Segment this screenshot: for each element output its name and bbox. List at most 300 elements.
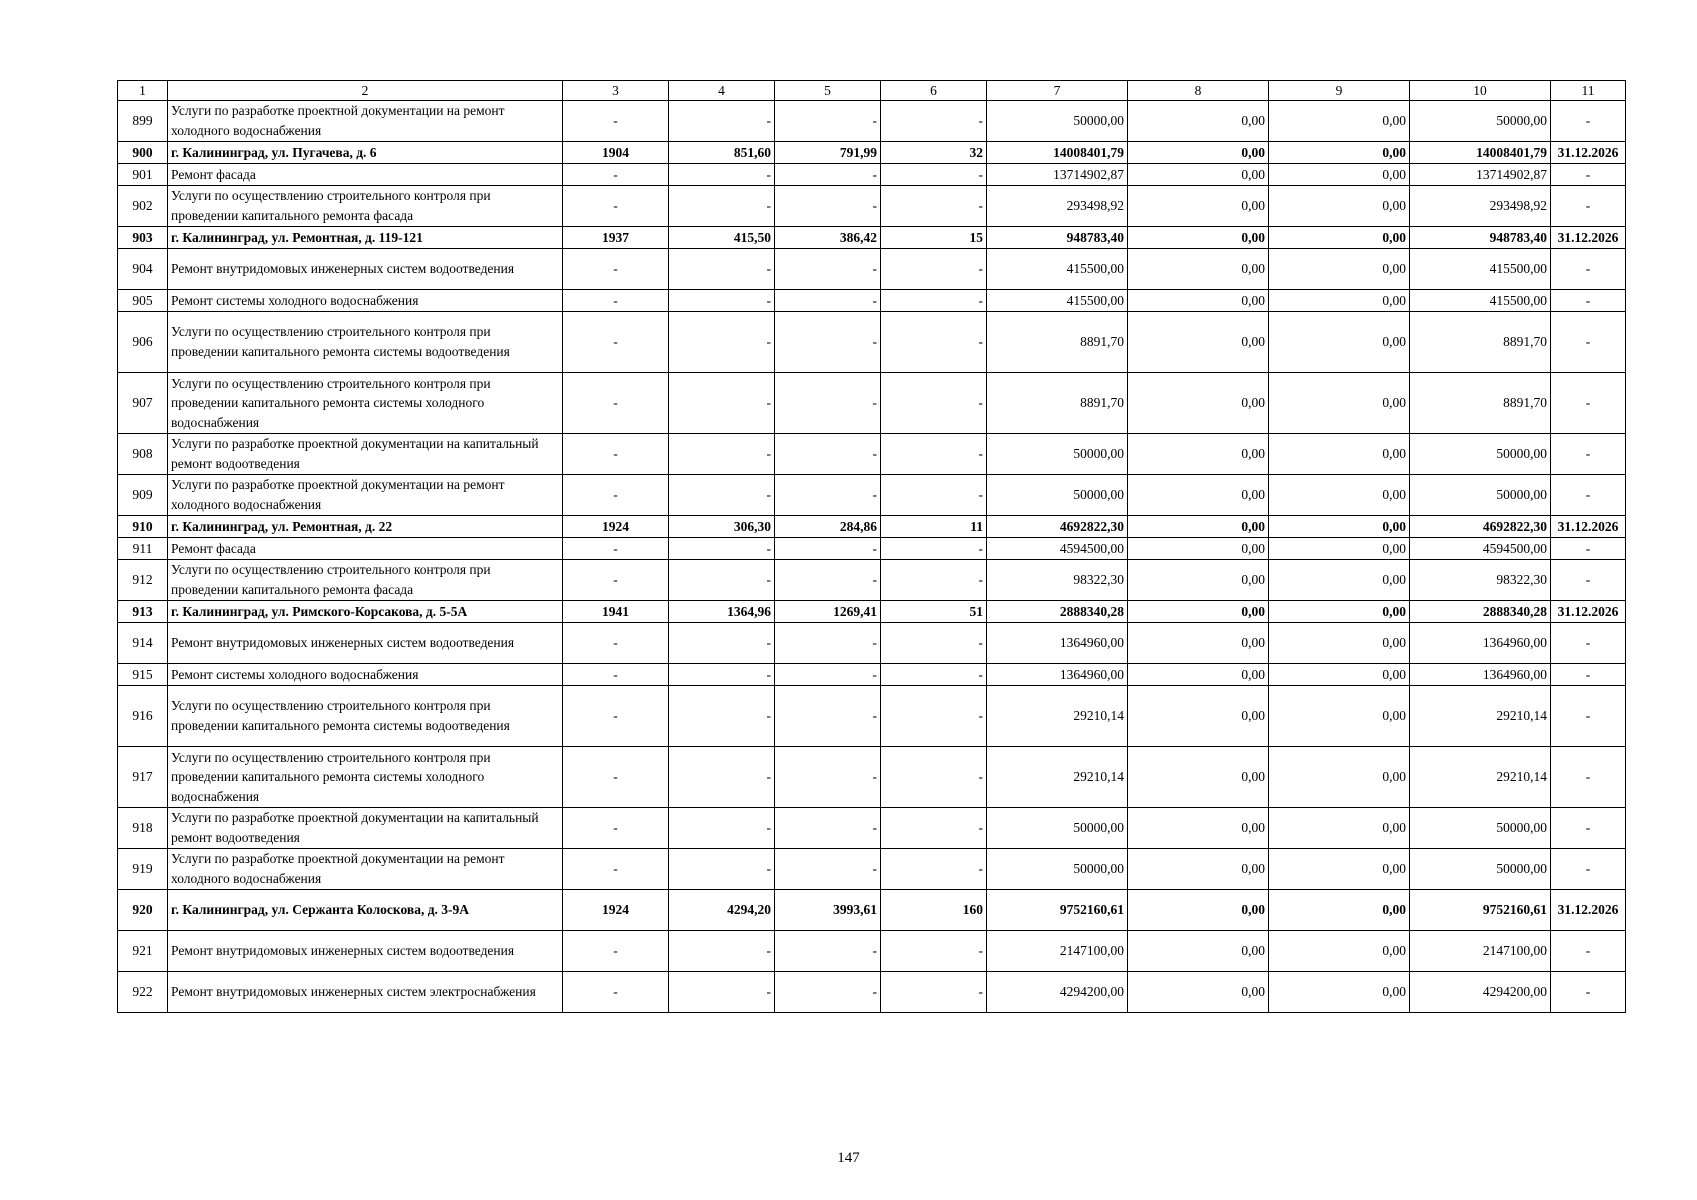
work-item-row xyxy=(118,373,1626,434)
column-number-header: 7 xyxy=(987,81,1128,101)
total-area-cell: - xyxy=(669,972,775,1013)
total-cost-cell: 9752160,61 xyxy=(987,890,1128,931)
cost-col10-cell: 8891,70 xyxy=(1410,373,1551,434)
row-number-cell: 914 xyxy=(118,623,168,664)
cost-col8-cell: 0,00 xyxy=(1128,290,1269,312)
total-area-cell: - xyxy=(669,664,775,686)
cost-col8-cell: 0,00 xyxy=(1128,931,1269,972)
total-cost-cell: 4294200,00 xyxy=(987,972,1128,1013)
work-item-row xyxy=(118,290,1626,312)
description-cell: г. Калининград, ул. Римского-Корсакова, д. 5-5А xyxy=(168,601,563,623)
year-cell: - xyxy=(563,164,669,186)
residents-count-cell: - xyxy=(881,560,987,601)
cost-col9-cell: 0,00 xyxy=(1269,849,1410,890)
column-number-header: 4 xyxy=(669,81,775,101)
cost-col8-cell: 0,00 xyxy=(1128,312,1269,373)
cost-col8-cell: 0,00 xyxy=(1128,623,1269,664)
work-item-row xyxy=(118,475,1626,516)
residents-count-cell: - xyxy=(881,538,987,560)
description-cell: Услуги по осуществлению строительного контроля при проведении капитального ремонта системы холодного водоснабжения xyxy=(168,747,563,808)
residents-count-cell: - xyxy=(881,186,987,227)
cost-col9-cell: 0,00 xyxy=(1269,516,1410,538)
cost-col8-cell: 0,00 xyxy=(1128,560,1269,601)
work-item-row xyxy=(118,623,1626,664)
address-row xyxy=(118,142,1626,164)
completion-date-cell: - xyxy=(1551,434,1626,475)
total-area-cell: - xyxy=(669,560,775,601)
year-cell: - xyxy=(563,849,669,890)
total-cost-cell: 2147100,00 xyxy=(987,931,1128,972)
total-area-cell: - xyxy=(669,101,775,142)
total-area-cell: - xyxy=(669,538,775,560)
residents-count-cell: - xyxy=(881,664,987,686)
residents-count-cell: - xyxy=(881,747,987,808)
completion-date-cell: - xyxy=(1551,186,1626,227)
cost-col10-cell: 29210,14 xyxy=(1410,747,1551,808)
cost-col10-cell: 415500,00 xyxy=(1410,290,1551,312)
residents-count-cell: 11 xyxy=(881,516,987,538)
living-area-cell: - xyxy=(775,312,881,373)
completion-date-cell: - xyxy=(1551,290,1626,312)
living-area-cell: - xyxy=(775,186,881,227)
cost-col8-cell: 0,00 xyxy=(1128,538,1269,560)
total-cost-cell: 2888340,28 xyxy=(987,601,1128,623)
work-item-row xyxy=(118,686,1626,747)
cost-col8-cell: 0,00 xyxy=(1128,808,1269,849)
completion-date-cell: - xyxy=(1551,808,1626,849)
row-number-cell: 917 xyxy=(118,747,168,808)
living-area-cell: - xyxy=(775,164,881,186)
cost-col9-cell: 0,00 xyxy=(1269,434,1410,475)
year-cell: - xyxy=(563,664,669,686)
year-cell: - xyxy=(563,434,669,475)
completion-date-cell: - xyxy=(1551,101,1626,142)
work-item-row xyxy=(118,434,1626,475)
total-cost-cell: 8891,70 xyxy=(987,312,1128,373)
completion-date-cell: 31.12.2026 xyxy=(1551,516,1626,538)
year-cell: 1924 xyxy=(563,890,669,931)
cost-col10-cell: 98322,30 xyxy=(1410,560,1551,601)
living-area-cell: 1269,41 xyxy=(775,601,881,623)
residents-count-cell: - xyxy=(881,249,987,290)
cost-col10-cell: 1364960,00 xyxy=(1410,664,1551,686)
total-cost-cell: 50000,00 xyxy=(987,101,1128,142)
address-row xyxy=(118,227,1626,249)
cost-col10-cell: 9752160,61 xyxy=(1410,890,1551,931)
total-area-cell: - xyxy=(669,931,775,972)
cost-col10-cell: 50000,00 xyxy=(1410,101,1551,142)
cost-col8-cell: 0,00 xyxy=(1128,686,1269,747)
completion-date-cell: - xyxy=(1551,164,1626,186)
total-cost-cell: 4692822,30 xyxy=(987,516,1128,538)
description-cell: Услуги по осуществлению строительного контроля при проведении капитального ремонта системы водоотведения xyxy=(168,312,563,373)
living-area-cell: - xyxy=(775,931,881,972)
cost-col9-cell: 0,00 xyxy=(1269,164,1410,186)
year-cell: - xyxy=(563,623,669,664)
cost-col8-cell: 0,00 xyxy=(1128,747,1269,808)
completion-date-cell: - xyxy=(1551,560,1626,601)
description-cell: Ремонт фасада xyxy=(168,164,563,186)
cost-col10-cell: 13714902,87 xyxy=(1410,164,1551,186)
total-area-cell: 4294,20 xyxy=(669,890,775,931)
description-cell: Услуги по осуществлению строительного контроля при проведении капитального ремонта системы холодного водоснабжения xyxy=(168,373,563,434)
address-row xyxy=(118,601,1626,623)
description-cell: Услуги по осуществлению строительного контроля при проведении капитального ремонта фасада xyxy=(168,186,563,227)
total-cost-cell: 50000,00 xyxy=(987,475,1128,516)
description-cell: Ремонт системы холодного водоснабжения xyxy=(168,290,563,312)
total-area-cell: - xyxy=(669,808,775,849)
cost-col10-cell: 50000,00 xyxy=(1410,434,1551,475)
description-cell: Ремонт внутридомовых инженерных систем электроснабжения xyxy=(168,972,563,1013)
year-cell: - xyxy=(563,373,669,434)
year-cell: - xyxy=(563,290,669,312)
year-cell: - xyxy=(563,560,669,601)
total-area-cell: - xyxy=(669,186,775,227)
description-cell: Услуги по осуществлению строительного контроля при проведении капитального ремонта фасада xyxy=(168,560,563,601)
total-cost-cell: 4594500,00 xyxy=(987,538,1128,560)
document-page xyxy=(117,80,1625,1013)
column-number-header: 2 xyxy=(168,81,563,101)
cost-col9-cell: 0,00 xyxy=(1269,101,1410,142)
cost-col9-cell: 0,00 xyxy=(1269,601,1410,623)
cost-col10-cell: 2888340,28 xyxy=(1410,601,1551,623)
cost-col9-cell: 0,00 xyxy=(1269,290,1410,312)
description-cell: Услуги по осуществлению строительного контроля при проведении капитального ремонта системы водоотведения xyxy=(168,686,563,747)
living-area-cell: - xyxy=(775,747,881,808)
living-area-cell: - xyxy=(775,664,881,686)
completion-date-cell: - xyxy=(1551,373,1626,434)
cost-col9-cell: 0,00 xyxy=(1269,560,1410,601)
cost-col9-cell: 0,00 xyxy=(1269,186,1410,227)
row-number-cell: 920 xyxy=(118,890,168,931)
completion-date-cell: 31.12.2026 xyxy=(1551,227,1626,249)
total-cost-cell: 1364960,00 xyxy=(987,623,1128,664)
work-item-row xyxy=(118,164,1626,186)
row-number-cell: 908 xyxy=(118,434,168,475)
cost-col10-cell: 8891,70 xyxy=(1410,312,1551,373)
cost-col10-cell: 29210,14 xyxy=(1410,686,1551,747)
year-cell: - xyxy=(563,931,669,972)
living-area-cell: 284,86 xyxy=(775,516,881,538)
total-cost-cell: 50000,00 xyxy=(987,849,1128,890)
total-area-cell: - xyxy=(669,434,775,475)
cost-col9-cell: 0,00 xyxy=(1269,227,1410,249)
row-number-cell: 907 xyxy=(118,373,168,434)
year-cell: - xyxy=(563,475,669,516)
column-number-header: 8 xyxy=(1128,81,1269,101)
total-area-cell: - xyxy=(669,623,775,664)
total-cost-cell: 415500,00 xyxy=(987,290,1128,312)
living-area-cell: - xyxy=(775,290,881,312)
cost-col8-cell: 0,00 xyxy=(1128,601,1269,623)
work-item-row xyxy=(118,664,1626,686)
row-number-cell: 906 xyxy=(118,312,168,373)
cost-col8-cell: 0,00 xyxy=(1128,890,1269,931)
living-area-cell: 3993,61 xyxy=(775,890,881,931)
cost-col10-cell: 4594500,00 xyxy=(1410,538,1551,560)
residents-count-cell: - xyxy=(881,849,987,890)
cost-col9-cell: 0,00 xyxy=(1269,249,1410,290)
living-area-cell: - xyxy=(775,434,881,475)
total-cost-cell: 50000,00 xyxy=(987,434,1128,475)
residents-count-cell: 160 xyxy=(881,890,987,931)
description-cell: Ремонт фасада xyxy=(168,538,563,560)
total-area-cell: - xyxy=(669,373,775,434)
cost-col9-cell: 0,00 xyxy=(1269,972,1410,1013)
cost-col8-cell: 0,00 xyxy=(1128,849,1269,890)
year-cell: - xyxy=(563,808,669,849)
cost-col8-cell: 0,00 xyxy=(1128,249,1269,290)
living-area-cell: - xyxy=(775,249,881,290)
cost-col9-cell: 0,00 xyxy=(1269,686,1410,747)
residents-count-cell: - xyxy=(881,808,987,849)
year-cell: - xyxy=(563,101,669,142)
year-cell: - xyxy=(563,249,669,290)
cost-col8-cell: 0,00 xyxy=(1128,227,1269,249)
cost-col9-cell: 0,00 xyxy=(1269,747,1410,808)
description-cell: Ремонт внутридомовых инженерных систем водоотведения xyxy=(168,931,563,972)
total-area-cell: - xyxy=(669,164,775,186)
residents-count-cell: - xyxy=(881,373,987,434)
cost-col9-cell: 0,00 xyxy=(1269,890,1410,931)
completion-date-cell: - xyxy=(1551,664,1626,686)
year-cell: 1937 xyxy=(563,227,669,249)
total-cost-cell: 948783,40 xyxy=(987,227,1128,249)
residents-count-cell: - xyxy=(881,312,987,373)
row-number-cell: 901 xyxy=(118,164,168,186)
description-cell: г. Калининград, ул. Ремонтная, д. 119-121 xyxy=(168,227,563,249)
year-cell: 1904 xyxy=(563,142,669,164)
cost-col9-cell: 0,00 xyxy=(1269,623,1410,664)
column-number-header: 10 xyxy=(1410,81,1551,101)
work-item-row xyxy=(118,560,1626,601)
description-cell: Услуги по разработке проектной документации на капитальный ремонт водоотведения xyxy=(168,434,563,475)
completion-date-cell: - xyxy=(1551,931,1626,972)
cost-col10-cell: 293498,92 xyxy=(1410,186,1551,227)
cost-col10-cell: 50000,00 xyxy=(1410,808,1551,849)
completion-date-cell: 31.12.2026 xyxy=(1551,142,1626,164)
row-number-cell: 919 xyxy=(118,849,168,890)
row-number-cell: 899 xyxy=(118,101,168,142)
residents-count-cell: - xyxy=(881,475,987,516)
work-item-row xyxy=(118,538,1626,560)
total-area-cell: - xyxy=(669,849,775,890)
cost-col8-cell: 0,00 xyxy=(1128,434,1269,475)
description-cell: г. Калининград, ул. Пугачева, д. 6 xyxy=(168,142,563,164)
description-cell: г. Калининград, ул. Ремонтная, д. 22 xyxy=(168,516,563,538)
residents-count-cell: - xyxy=(881,623,987,664)
year-cell: - xyxy=(563,747,669,808)
completion-date-cell: - xyxy=(1551,538,1626,560)
table-body xyxy=(118,101,1626,1013)
cost-col10-cell: 14008401,79 xyxy=(1410,142,1551,164)
total-area-cell: - xyxy=(669,249,775,290)
completion-date-cell: - xyxy=(1551,475,1626,516)
column-number-header: 3 xyxy=(563,81,669,101)
capital-repair-table xyxy=(117,80,1626,1013)
residents-count-cell: - xyxy=(881,434,987,475)
row-number-cell: 902 xyxy=(118,186,168,227)
total-cost-cell: 14008401,79 xyxy=(987,142,1128,164)
cost-col9-cell: 0,00 xyxy=(1269,142,1410,164)
cost-col10-cell: 4692822,30 xyxy=(1410,516,1551,538)
page-number: 147 xyxy=(837,1150,860,1166)
living-area-cell: - xyxy=(775,560,881,601)
address-row xyxy=(118,890,1626,931)
description-cell: г. Калининград, ул. Сержанта Колоскова, д. 3-9А xyxy=(168,890,563,931)
living-area-cell: 791,99 xyxy=(775,142,881,164)
row-number-cell: 912 xyxy=(118,560,168,601)
living-area-cell: - xyxy=(775,686,881,747)
total-area-cell: - xyxy=(669,686,775,747)
total-area-cell: - xyxy=(669,475,775,516)
completion-date-cell: 31.12.2026 xyxy=(1551,890,1626,931)
total-cost-cell: 29210,14 xyxy=(987,747,1128,808)
cost-col8-cell: 0,00 xyxy=(1128,164,1269,186)
address-row xyxy=(118,516,1626,538)
column-number-header: 11 xyxy=(1551,81,1626,101)
cost-col9-cell: 0,00 xyxy=(1269,931,1410,972)
row-number-cell: 905 xyxy=(118,290,168,312)
total-area-cell: - xyxy=(669,312,775,373)
description-cell: Ремонт системы холодного водоснабжения xyxy=(168,664,563,686)
living-area-cell: - xyxy=(775,101,881,142)
cost-col10-cell: 50000,00 xyxy=(1410,475,1551,516)
cost-col8-cell: 0,00 xyxy=(1128,101,1269,142)
cost-col8-cell: 0,00 xyxy=(1128,972,1269,1013)
cost-col9-cell: 0,00 xyxy=(1269,373,1410,434)
living-area-cell: - xyxy=(775,972,881,1013)
residents-count-cell: - xyxy=(881,290,987,312)
living-area-cell: - xyxy=(775,849,881,890)
row-number-cell: 910 xyxy=(118,516,168,538)
total-area-cell: 415,50 xyxy=(669,227,775,249)
cost-col9-cell: 0,00 xyxy=(1269,475,1410,516)
cost-col8-cell: 0,00 xyxy=(1128,516,1269,538)
completion-date-cell: 31.12.2026 xyxy=(1551,601,1626,623)
completion-date-cell: - xyxy=(1551,623,1626,664)
total-cost-cell: 8891,70 xyxy=(987,373,1128,434)
row-number-cell: 904 xyxy=(118,249,168,290)
total-area-cell: - xyxy=(669,290,775,312)
work-item-row xyxy=(118,249,1626,290)
row-number-cell: 916 xyxy=(118,686,168,747)
work-item-row xyxy=(118,972,1626,1013)
cost-col8-cell: 0,00 xyxy=(1128,664,1269,686)
total-cost-cell: 29210,14 xyxy=(987,686,1128,747)
cost-col8-cell: 0,00 xyxy=(1128,186,1269,227)
residents-count-cell: 32 xyxy=(881,142,987,164)
work-item-row xyxy=(118,808,1626,849)
residents-count-cell: - xyxy=(881,101,987,142)
living-area-cell: - xyxy=(775,808,881,849)
work-item-row xyxy=(118,312,1626,373)
cost-col10-cell: 50000,00 xyxy=(1410,849,1551,890)
total-cost-cell: 13714902,87 xyxy=(987,164,1128,186)
row-number-cell: 900 xyxy=(118,142,168,164)
total-cost-cell: 415500,00 xyxy=(987,249,1128,290)
description-cell: Услуги по разработке проектной документации на ремонт холодного водоснабжения xyxy=(168,475,563,516)
total-cost-cell: 50000,00 xyxy=(987,808,1128,849)
cost-col10-cell: 948783,40 xyxy=(1410,227,1551,249)
year-cell: 1924 xyxy=(563,516,669,538)
cost-col8-cell: 0,00 xyxy=(1128,373,1269,434)
row-number-cell: 918 xyxy=(118,808,168,849)
year-cell: - xyxy=(563,972,669,1013)
description-cell: Услуги по разработке проектной документации на ремонт холодного водоснабжения xyxy=(168,849,563,890)
completion-date-cell: - xyxy=(1551,249,1626,290)
row-number-cell: 922 xyxy=(118,972,168,1013)
cost-col10-cell: 2147100,00 xyxy=(1410,931,1551,972)
cost-col10-cell: 1364960,00 xyxy=(1410,623,1551,664)
completion-date-cell: - xyxy=(1551,312,1626,373)
row-number-cell: 911 xyxy=(118,538,168,560)
residents-count-cell: - xyxy=(881,164,987,186)
total-cost-cell: 98322,30 xyxy=(987,560,1128,601)
work-item-row xyxy=(118,747,1626,808)
completion-date-cell: - xyxy=(1551,849,1626,890)
cost-col8-cell: 0,00 xyxy=(1128,142,1269,164)
year-cell: 1941 xyxy=(563,601,669,623)
cost-col10-cell: 415500,00 xyxy=(1410,249,1551,290)
completion-date-cell: - xyxy=(1551,972,1626,1013)
living-area-cell: 386,42 xyxy=(775,227,881,249)
completion-date-cell: - xyxy=(1551,747,1626,808)
residents-count-cell: 51 xyxy=(881,601,987,623)
total-area-cell: 306,30 xyxy=(669,516,775,538)
living-area-cell: - xyxy=(775,475,881,516)
row-number-cell: 909 xyxy=(118,475,168,516)
row-number-cell: 921 xyxy=(118,931,168,972)
year-cell: - xyxy=(563,686,669,747)
residents-count-cell: - xyxy=(881,931,987,972)
total-area-cell: 1364,96 xyxy=(669,601,775,623)
column-number-header: 5 xyxy=(775,81,881,101)
residents-count-cell: - xyxy=(881,686,987,747)
row-number-cell: 915 xyxy=(118,664,168,686)
cost-col9-cell: 0,00 xyxy=(1269,538,1410,560)
column-number-header: 6 xyxy=(881,81,987,101)
row-number-cell: 913 xyxy=(118,601,168,623)
column-number-header: 9 xyxy=(1269,81,1410,101)
living-area-cell: - xyxy=(775,623,881,664)
living-area-cell: - xyxy=(775,538,881,560)
work-item-row xyxy=(118,101,1626,142)
total-area-cell: 851,60 xyxy=(669,142,775,164)
total-cost-cell: 293498,92 xyxy=(987,186,1128,227)
description-cell: Ремонт внутридомовых инженерных систем водоотведения xyxy=(168,623,563,664)
total-cost-cell: 1364960,00 xyxy=(987,664,1128,686)
description-cell: Услуги по разработке проектной документации на ремонт холодного водоснабжения xyxy=(168,101,563,142)
living-area-cell: - xyxy=(775,373,881,434)
year-cell: - xyxy=(563,312,669,373)
total-area-cell: - xyxy=(669,747,775,808)
row-number-cell: 903 xyxy=(118,227,168,249)
cost-col10-cell: 4294200,00 xyxy=(1410,972,1551,1013)
residents-count-cell: 15 xyxy=(881,227,987,249)
description-cell: Ремонт внутридомовых инженерных систем водоотведения xyxy=(168,249,563,290)
work-item-row xyxy=(118,849,1626,890)
cost-col9-cell: 0,00 xyxy=(1269,664,1410,686)
work-item-row xyxy=(118,931,1626,972)
cost-col9-cell: 0,00 xyxy=(1269,808,1410,849)
cost-col8-cell: 0,00 xyxy=(1128,475,1269,516)
description-cell: Услуги по разработке проектной документации на капитальный ремонт водоотведения xyxy=(168,808,563,849)
column-number-row xyxy=(118,81,1626,101)
completion-date-cell: - xyxy=(1551,686,1626,747)
column-number-header: 1 xyxy=(118,81,168,101)
year-cell: - xyxy=(563,186,669,227)
